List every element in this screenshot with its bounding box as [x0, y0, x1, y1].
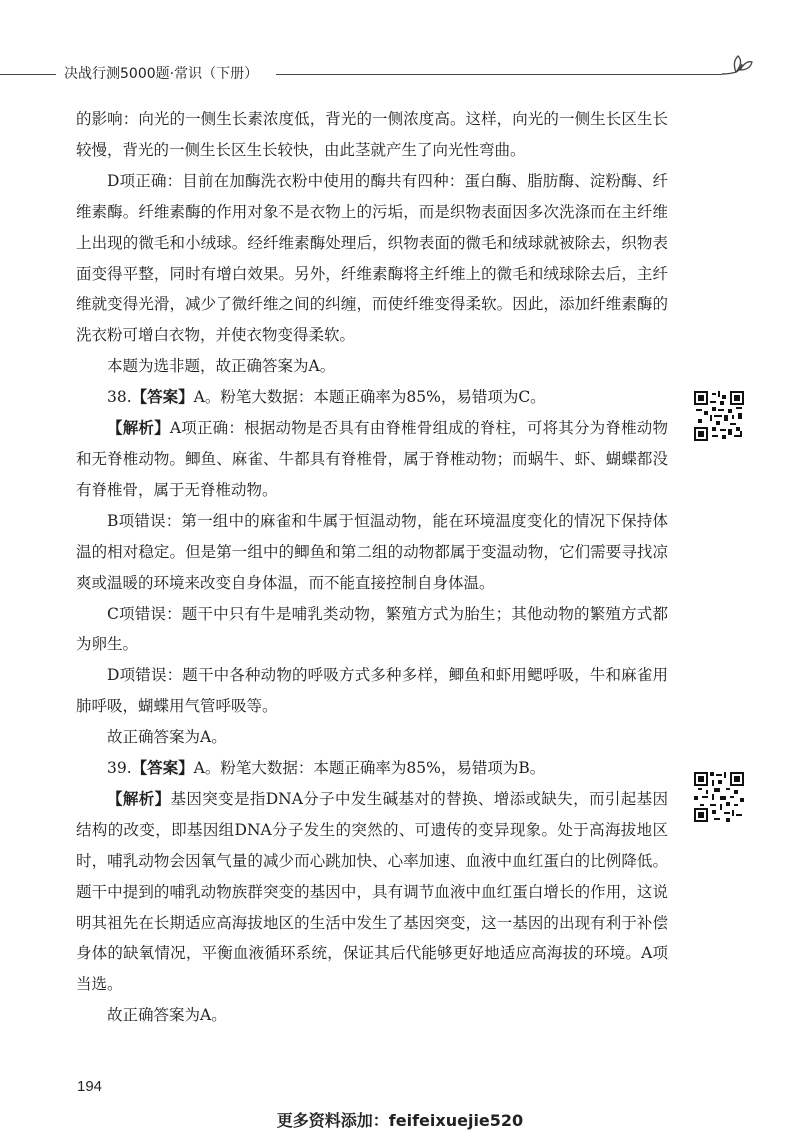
page-body [76, 104, 668, 1031]
qr-code-icon[interactable] [694, 391, 744, 441]
qr-code-icon[interactable] [694, 772, 744, 822]
page-number: 194 [77, 1078, 103, 1095]
analysis-tag: 【解析】 [107, 418, 170, 438]
conclusion: 故正确答案为A。 [107, 728, 227, 747]
running-header [0, 64, 800, 88]
option-d-explanation: D项错误：题干中各种动物的呼吸方式多种多样，鲫鱼和虾用鳃呼吸，牛和麻雀用肺呼吸，蝴蝶用气管呼吸等。 [76, 666, 668, 716]
footer-note: 更多资料添加：feifeixuejie520 [276, 1111, 524, 1130]
sprout-icon [718, 50, 754, 84]
answer-tag: 【答案】 [131, 758, 194, 778]
paragraph: D项正确：目前在加酶洗衣粉中使用的酶共有四种：蛋白酶、脂肪酶、淀粉酶、纤维素酶。纤维素酶的作用对象不是衣物上的污垢，而是织物表面因多次洗涤而在主纤维上出现的微毛和小绒球。经纤维素酶处理后，织物表面的微毛和绒球就被除去，织物表面变得平整，同时有增白效果。另外，纤维素酶将主纤维上的微毛和绒球除去后，主纤维就变得光滑，减少了微纤维之间的纠缠，而使纤维变得柔软。因此，添加纤维素酶的洗衣粉可增白衣物，并使衣物变得柔软。 [76, 171, 668, 345]
option-b-explanation: B项错误：第一组中的麻雀和牛属于恒温动物，能在环境温度变化的情况下保持体温的相对稳定。但是第一组中的鲫鱼和第二组的动物都属于变温动物，它们需要寻找凉爽或温暖的环境来改变自身体温，而不能直接控制自身体温。 [76, 511, 668, 592]
conclusion: 故正确答案为A。 [107, 1006, 227, 1025]
analysis-text: A项正确：根据动物是否具有由脊椎骨组成的脊柱，可将其分为脊椎动物和无脊椎动物。鲫鱼、麻雀、牛都具有脊椎骨，属于脊椎动物；而蜗牛、虾、蝴蝶都没有脊椎骨，属于无脊椎动物。 [76, 419, 668, 499]
header-rule-right [276, 74, 722, 75]
paragraph: 的影响：向光的一侧生长素浓度低，背光的一侧浓度高。这样，向光的一侧生长区生长较慢，背光的一侧生长区生长较快，由此茎就产生了向光性弯曲。 [76, 110, 668, 159]
question-38-analysis [76, 413, 668, 506]
question-number: 38. [107, 388, 132, 407]
answer-text: A。粉笔大数据：本题正确率为85%，易错项为C。 [193, 388, 546, 407]
answer-text: A。粉笔大数据：本题正确率为85%，易错项为B。 [193, 759, 546, 778]
question-39-answer [76, 753, 668, 784]
question-38-answer [76, 382, 668, 413]
question-39-analysis [76, 784, 668, 1000]
answer-tag: 【答案】 [131, 387, 194, 407]
paragraph: 本题为选非题，故正确答案为A。 [107, 357, 336, 376]
book-title: 决战行测5000题·常识（下册） [64, 66, 259, 82]
header-rule-left [0, 74, 56, 75]
analysis-text: 基因突变是指DNA分子中发生碱基对的替换、增添或缺失，而引起基因结构的改变，即基因组DNA分子发生的突然的、可遗传的变异现象。处于高海拔地区时，哺乳动物会因氧气量的减少而心跳加快、心率加速、血液中血红蛋白的比例降低。题干中提到的哺乳动物族群突变的基因中，具有调节血液中血红蛋白增长的作用，这说明其祖先在长期适应高海拔地区的生活中发生了基因突变，这一基因的出现有利于补偿身体的缺氧情况，平衡血液循环系统，保证其后代能够更好地适应高海拔的环境。A项当选。 [76, 789, 668, 994]
analysis-tag: 【解析】 [107, 788, 171, 808]
question-number: 39. [107, 759, 132, 778]
option-c-explanation: C项错误：题干中只有牛是哺乳类动物，繁殖方式为胎生；其他动物的繁殖方式都为卵生。 [76, 604, 668, 654]
